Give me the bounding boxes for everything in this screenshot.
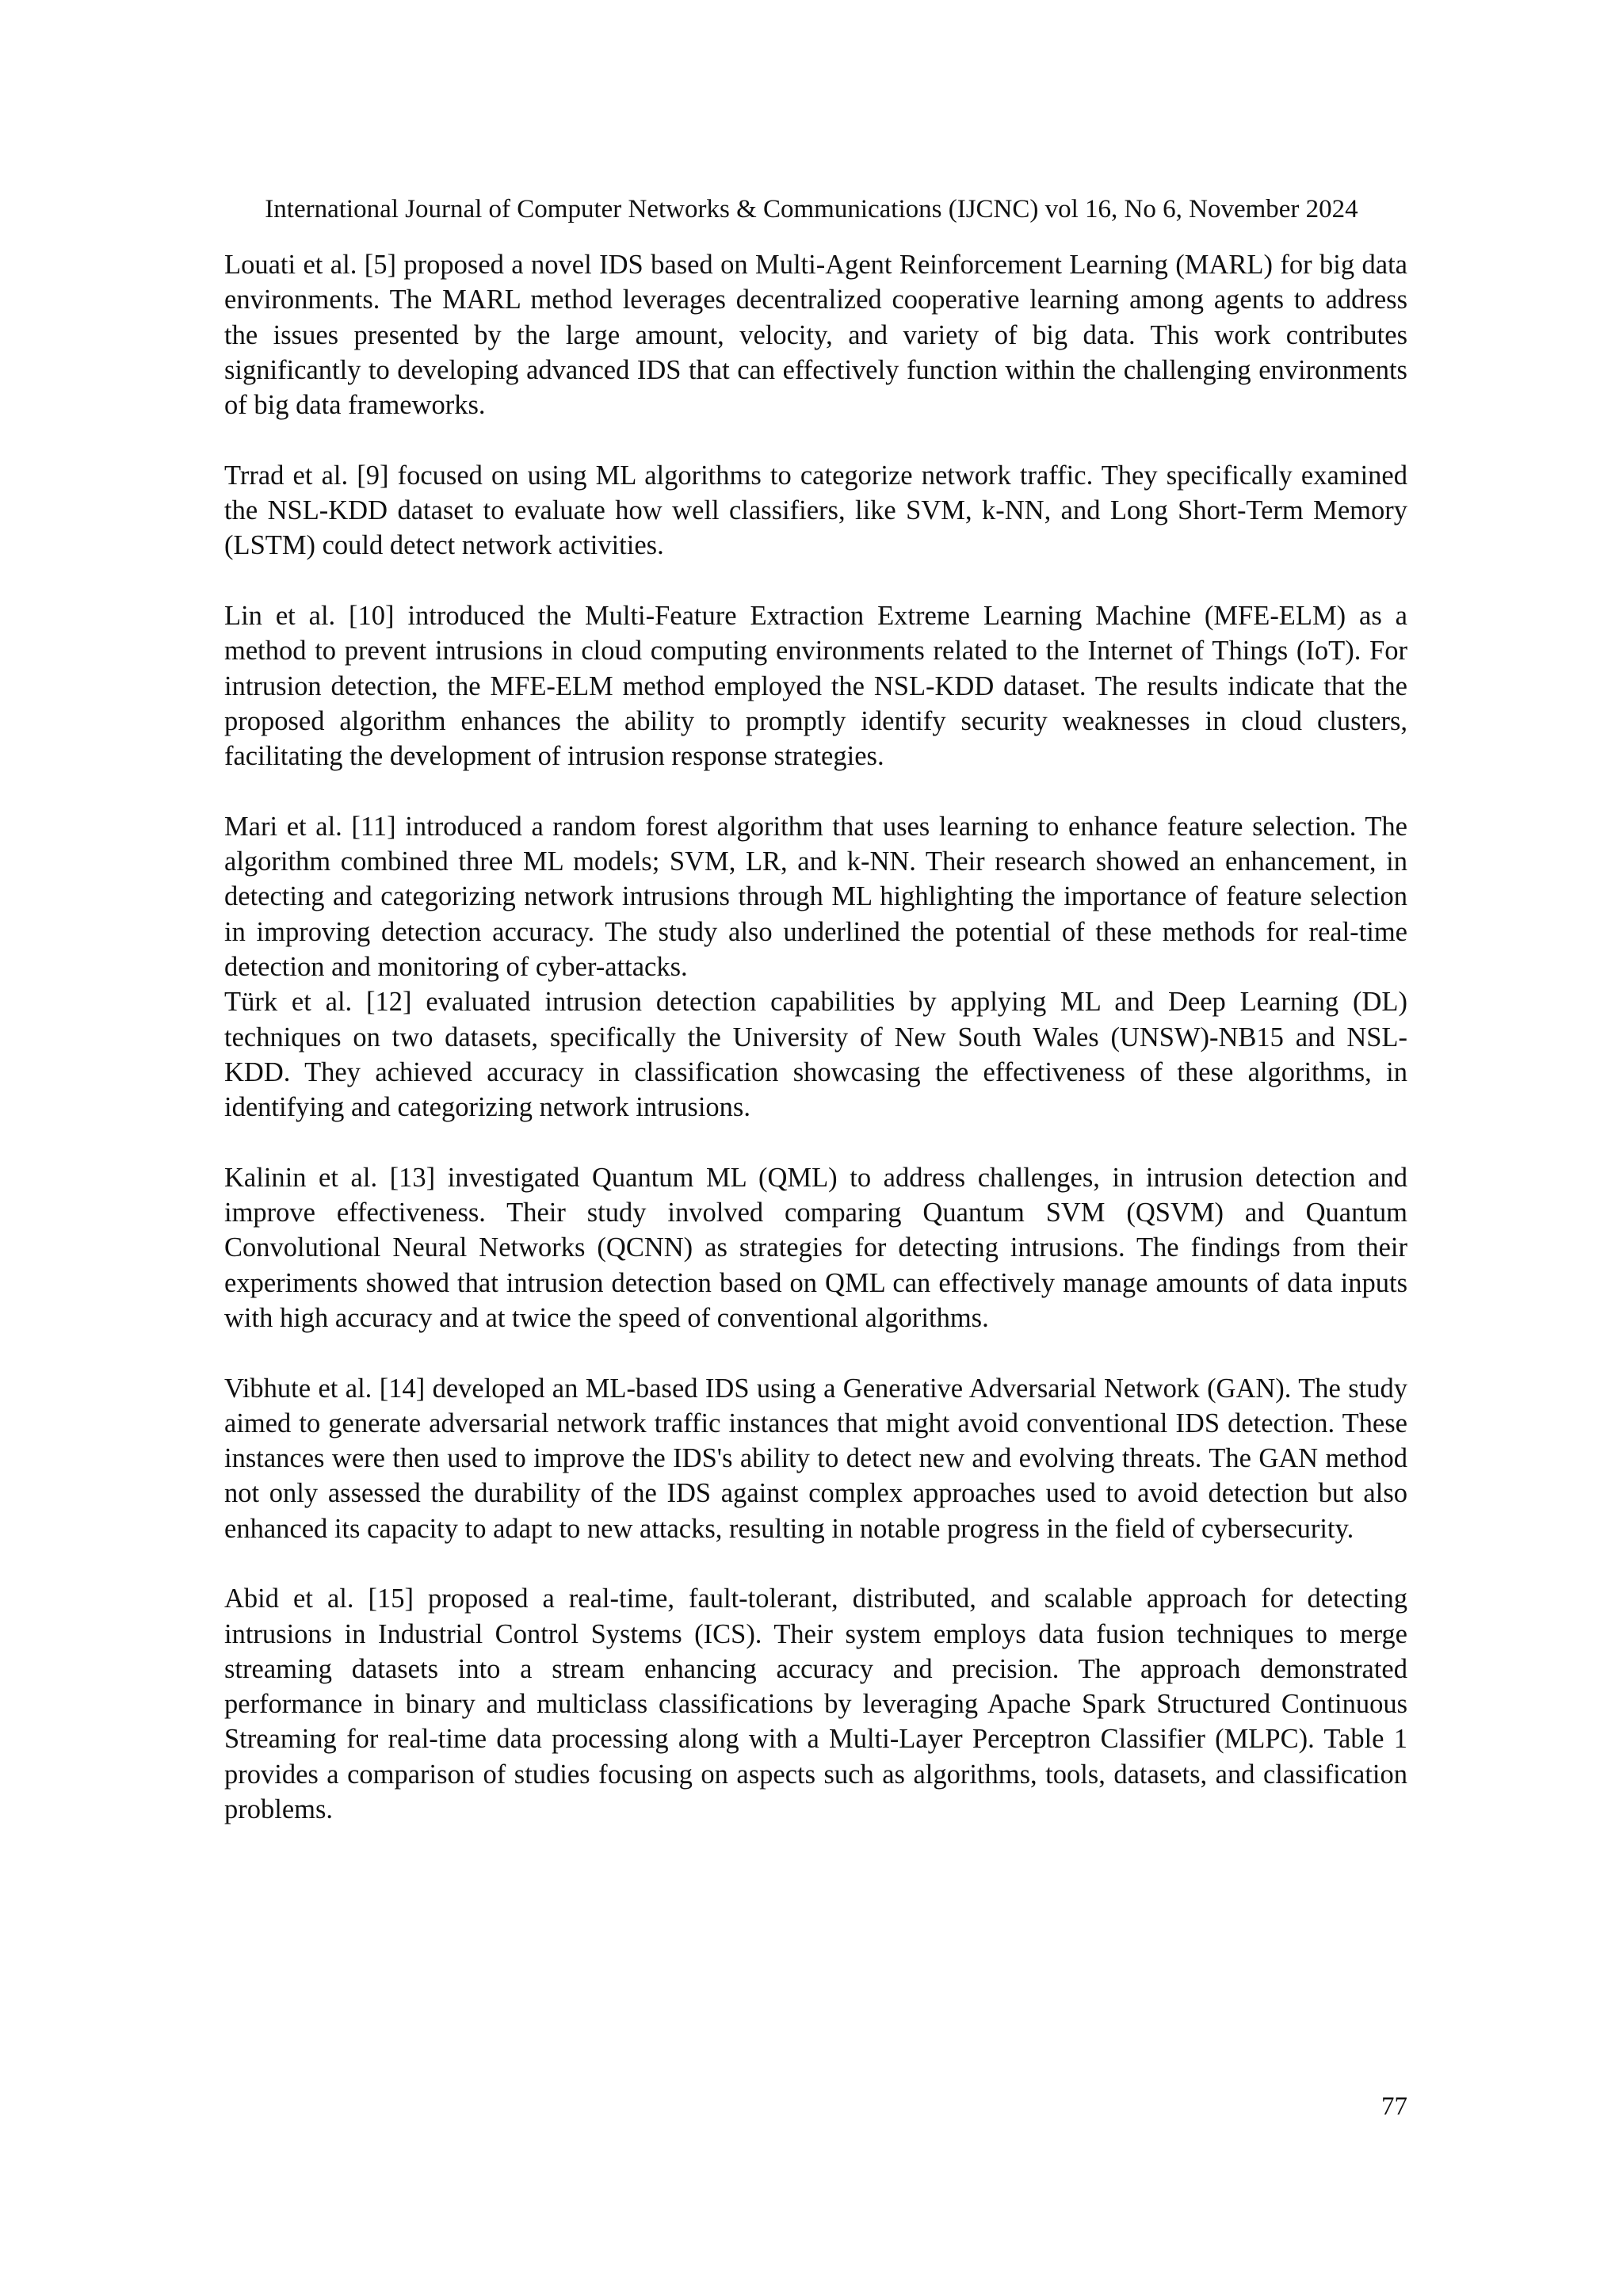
paragraph-vibhute: Vibhute et al. [14] developed an ML-based IDS using a Generative Adversarial Network (GAN). The study aimed to generate adversarial network traffic instances that might avoid conventional IDS detection. These instances were then used to improve the IDS's ability to detect new and evolving threats. The GAN method not only assessed the durability of the IDS against complex approaches used to avoid detection but also enhanced its capacity to adapt to new attacks, resulting in notable progress in the field of cybersecurity. <box>224 1373 1407 1544</box>
paragraph-trrad: Trrad et al. [9] focused on using ML algorithms to categorize network traffic. They specifically examined the NSL-KDD dataset to evaluate how well classifiers, like SVM, k-NN, and Long Short-Term Memory (LSTM) could detect network activities. <box>224 460 1407 561</box>
paragraph-abid: Abid et al. [15] proposed a real-time, fault-tolerant, distributed, and scalable approach for detecting intrusions in Industrial Control Systems (ICS). Their system employs data fusion techniques to merge streaming datasets into a stream enhancing accuracy and precision. The approach demonstrated performance in binary and multiclass classifications by leveraging Apache Spark Structured Continuous Streaming for real-time data processing along with a Multi-Layer Perceptron Classifier (MLPC). Table 1 provides a comparison of studies focusing on aspects such as algorithms, tools, datasets, and classification problems. <box>224 1584 1407 1825</box>
paragraph-kalinin: Kalinin et al. [13] investigated Quantum ML (QML) to address challenges, in intrusion detection and improve effectiveness. Their study involved comparing Quantum SVM (QSVM) and Quantum Convolutional Neural Networks (QCNN) as strategies for detecting intrusions. The findings from their experiments showed that intrusion detection based on QML can effectively manage amounts of data inputs with high accuracy and at twice the speed of conventional algorithms. <box>224 1162 1407 1333</box>
paragraph-louati: Louati et al. [5] proposed a novel IDS based on Multi-Agent Reinforcement Learning (MARL) for big data environments. The MARL method leverages decentralized cooperative learning among agents to address the issues presented by the large amount, velocity, and variety of big data. This work contributes significantly to developing advanced IDS that can effectively function within the challenging environments of big data frameworks. <box>224 250 1407 421</box>
page-number: 77 <box>1381 2092 1407 2121</box>
paragraph-mari: Mari et al. [11] introduced a random forest algorithm that uses learning to enhance feature selection. The algorithm combined three ML models; SVM, LR, and k-NN. Their research showed an enhancement, in detecting and categorizing network intrusions through ML highlighting the importance of feature selection in improving detection accuracy. The study also underlined the potential of these methods for real-time detection and monitoring of cyber-attacks. <box>224 811 1407 982</box>
paragraph-turk: Türk et al. [12] evaluated intrusion detection capabilities by applying ML and Deep Learning (DL) techniques on two datasets, specifically the University of New South Wales (UNSW)-NB15 and NSL-KDD. They achieved accuracy in classification showcasing the effectiveness of these algorithms, in identifying and categorizing network intrusions. <box>224 987 1407 1123</box>
running-header: International Journal of Computer Networks & Communications (IJCNC) vol 16, No 6, November 2024 <box>265 195 1358 223</box>
body-text <box>224 247 1407 1827</box>
paragraph-lin: Lin et al. [10] introduced the Multi-Feature Extraction Extreme Learning Machine (MFE-ELM) as a method to prevent intrusions in cloud computing environments related to the Internet of Things (IoT). For intrusion detection, the MFE-ELM method employed the NSL-KDD dataset. The results indicate that the proposed algorithm enhances the ability to promptly identify security weaknesses in cloud clusters, facilitating the development of intrusion response strategies. <box>224 600 1407 772</box>
